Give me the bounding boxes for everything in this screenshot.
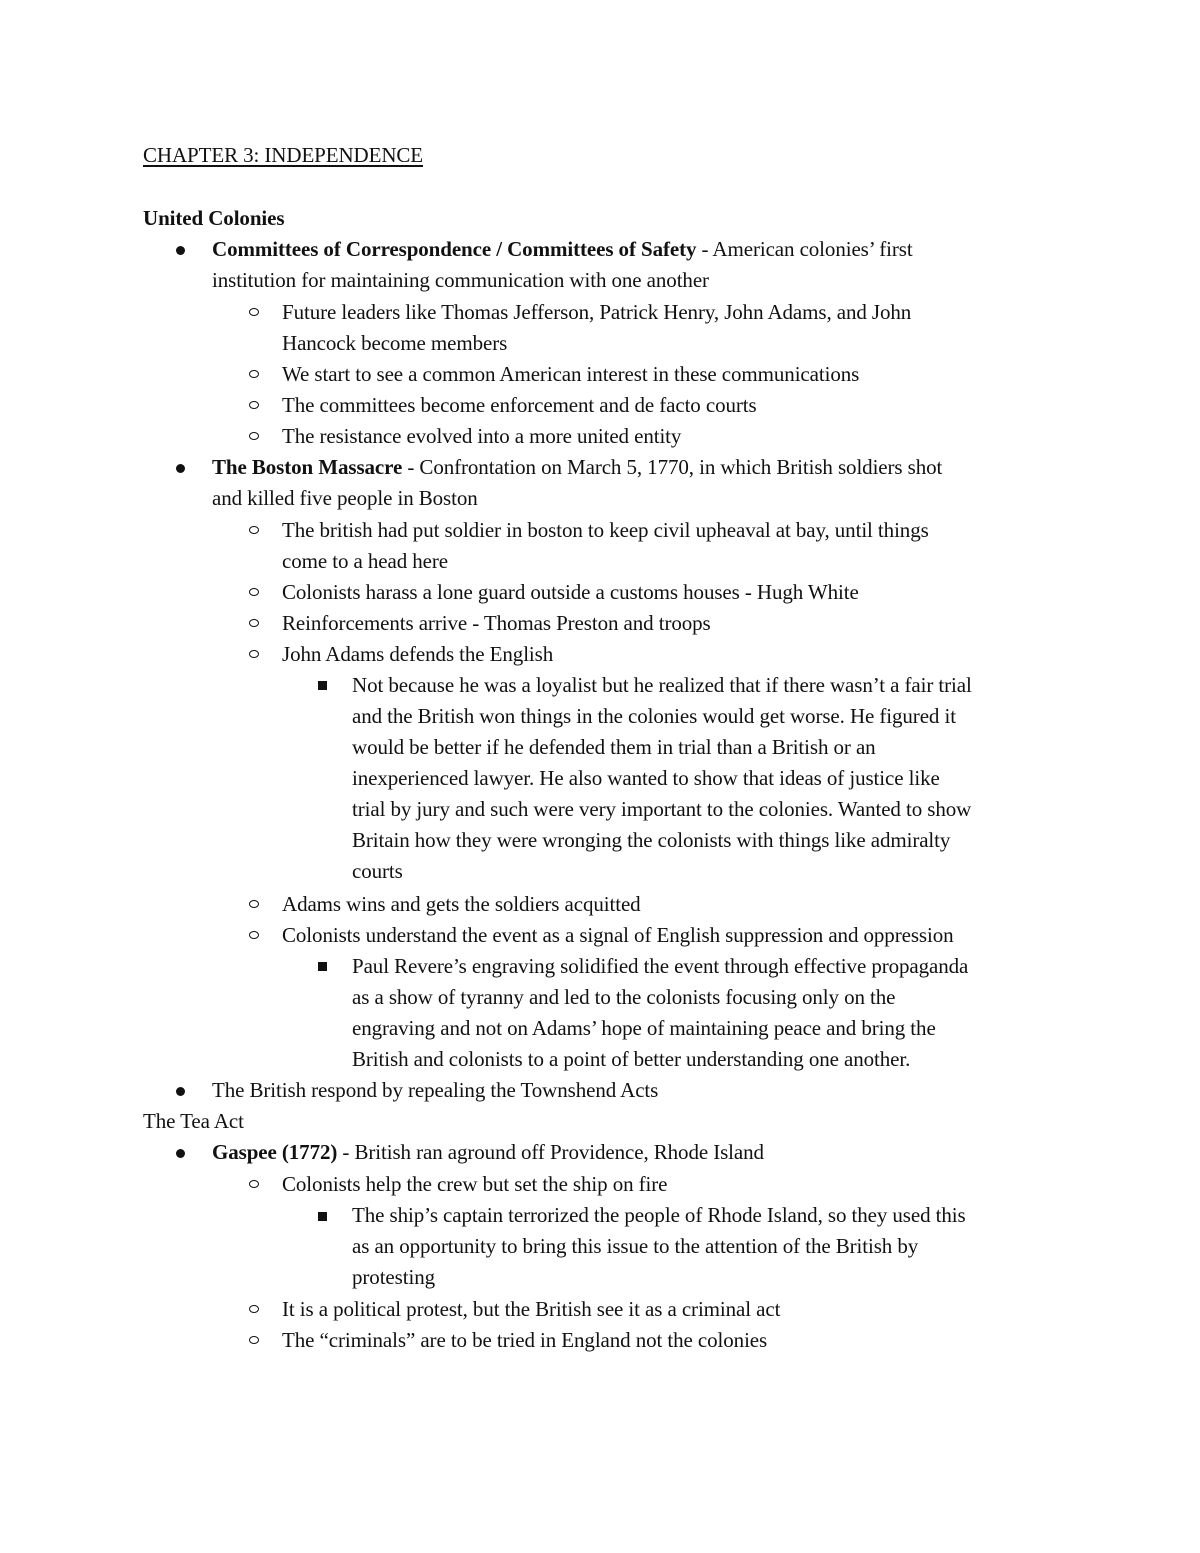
sub-sub-item-text: Paul Revere’s engraving solidified the event through effective propaganda <box>352 954 969 978</box>
sub-item-text: John Adams defends the English <box>282 642 554 666</box>
sub-item-text: Colonists harass a lone guard outside a customs houses - Hugh White <box>282 580 859 604</box>
circle-bullet-icon <box>249 588 259 596</box>
item-text: and killed five people in Boston <box>212 486 478 510</box>
sub-item-text: Reinforcements arrive - Thomas Preston and troops <box>282 611 711 635</box>
sub-item-text: Adams wins and gets the soldiers acquitted <box>282 892 641 916</box>
sub-sub-item-text: would be better if he defended them in trial than a British or an <box>352 735 876 759</box>
sub-item-text: Colonists understand the event as a signal of English suppression and oppression <box>282 923 954 947</box>
item-term: The Boston Massacre <box>212 455 403 479</box>
square-bullet-icon <box>318 962 327 971</box>
item-term: Gaspee (1772) <box>212 1140 338 1164</box>
item-text: - American colonies’ first <box>696 237 913 261</box>
bullet-icon <box>176 1087 185 1096</box>
sub-sub-item-text: Britain how they were wronging the colonists with things like admiralty <box>352 828 951 852</box>
item-text: - British ran aground off Providence, Rhode Island <box>337 1140 764 1164</box>
sub-item-text: The british had put soldier in boston to keep civil upheaval at bay, until things <box>282 518 929 542</box>
list-item <box>212 234 913 265</box>
sub-sub-item-text: engraving and not on Adams’ hope of maintaining peace and bring the <box>352 1016 936 1040</box>
circle-bullet-icon <box>249 432 259 440</box>
square-bullet-icon <box>318 1212 327 1221</box>
sub-sub-item-text: inexperienced lawyer. He also wanted to show that ideas of justice like <box>352 766 940 790</box>
sub-item-text: Colonists help the crew but set the ship on fire <box>282 1172 668 1196</box>
circle-bullet-icon <box>249 401 259 409</box>
item-text: - Confrontation on March 5, 1770, in which British soldiers shot <box>402 455 943 479</box>
section-heading: The Tea Act <box>143 1109 244 1133</box>
bullet-icon <box>176 1149 185 1158</box>
page-title: CHAPTER 3: INDEPENDENCE <box>143 143 424 167</box>
list-item <box>212 452 942 483</box>
list-item <box>212 1137 764 1168</box>
sub-sub-item-text: as a show of tyranny and led to the colonists focusing only on the <box>352 985 896 1009</box>
circle-bullet-icon <box>249 1305 259 1313</box>
sub-sub-item-text: courts <box>352 859 403 883</box>
sub-sub-item-text: and the British won things in the colonies would get worse. He figured it <box>352 704 956 728</box>
circle-bullet-icon <box>249 619 259 627</box>
sub-item-text: Hancock become members <box>282 331 508 355</box>
bullet-icon <box>176 464 185 473</box>
circle-bullet-icon <box>249 370 259 378</box>
circle-bullet-icon <box>249 1336 259 1344</box>
square-bullet-icon <box>318 681 327 690</box>
sub-sub-item-text: as an opportunity to bring this issue to the attention of the British by <box>352 1234 919 1258</box>
sub-item-text: Future leaders like Thomas Jefferson, Patrick Henry, John Adams, and John <box>282 300 912 324</box>
item-text: The British respond by repealing the Townshend Acts <box>212 1078 659 1102</box>
sub-item-text: The resistance evolved into a more united entity <box>282 424 682 448</box>
circle-bullet-icon <box>249 1180 259 1188</box>
sub-sub-item-text: The ship’s captain terrorized the people of Rhode Island, so they used this <box>352 1203 966 1227</box>
sub-item-text: The committees become enforcement and de facto courts <box>282 393 757 417</box>
sub-sub-item-text: British and colonists to a point of better understanding one another. <box>352 1047 911 1071</box>
sub-item-text: It is a political protest, but the British see it as a criminal act <box>282 1297 781 1321</box>
sub-sub-item-text: trial by jury and such were very important to the colonies. Wanted to show <box>352 797 972 821</box>
sub-sub-item-text: Not because he was a loyalist but he realized that if there wasn’t a fair trial <box>352 673 972 697</box>
circle-bullet-icon <box>249 526 259 534</box>
circle-bullet-icon <box>249 931 259 939</box>
sub-item-text: come to a head here <box>282 549 449 573</box>
sub-sub-item-text: protesting <box>352 1265 435 1289</box>
circle-bullet-icon <box>249 308 259 316</box>
section-heading: United Colonies <box>143 206 285 230</box>
bullet-icon <box>176 246 185 255</box>
sub-item-text: The “criminals” are to be tried in England not the colonies <box>282 1328 768 1352</box>
item-text: institution for maintaining communication with one another <box>212 268 709 292</box>
sub-item-text: We start to see a common American interest in these communications <box>282 362 860 386</box>
circle-bullet-icon <box>249 650 259 658</box>
item-term: Committees of Correspondence / Committees of Safety <box>212 237 697 261</box>
circle-bullet-icon <box>249 900 259 908</box>
